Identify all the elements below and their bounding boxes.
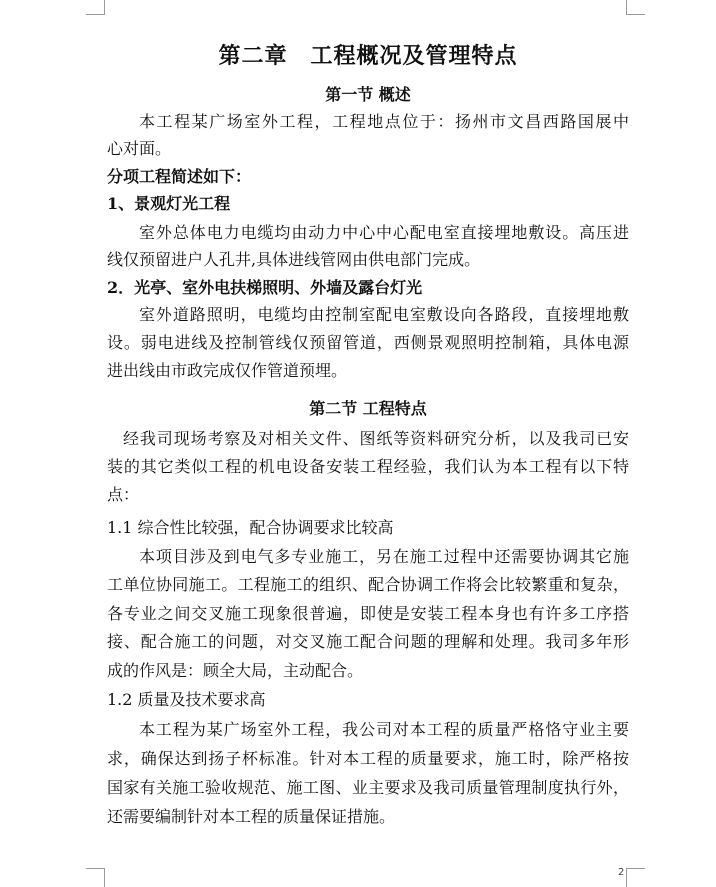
page-corner-mark-top-left: [86, 0, 105, 15]
section-title: 第一节 概述: [325, 85, 411, 104]
chapter-title: 第二章 工程概况及管理特点: [218, 43, 518, 69]
paragraph-line: 心对面。: [107, 139, 172, 158]
page-corner-mark-bottom-left: [86, 868, 105, 887]
paragraph-line: 成的作风是：顾全大局，主动配合。: [107, 661, 364, 680]
item-heading: 1、景观灯光工程: [107, 194, 231, 213]
page-number: 2: [618, 867, 625, 878]
item-heading: 2．光亭、室外电扶梯照明、外墙及露台灯光: [107, 278, 423, 297]
page-corner-mark-top-right: [626, 0, 645, 15]
section-title: 第二节 工程特点: [309, 399, 427, 418]
paragraph-line: 经我司现场考察及对相关文件、图纸等资料研究分析，以及我司已安: [123, 429, 629, 448]
paragraph-line: 室外道路照明，电缆均由控制室配电室敷设向各路段，直接埋地敷: [139, 305, 629, 324]
paragraph-line: 点：: [107, 485, 140, 504]
paragraph-line: 本项目涉及到电气多专业施工，另在施工过程中还需要协调其它施: [139, 547, 629, 566]
subheading: 分项工程简述如下：: [107, 167, 252, 186]
paragraph-line: 设。弱电进线及控制管线仅预留管道，西侧景观照明控制箱，具体电源: [107, 333, 629, 352]
paragraph-line: 工单位协同施工。工程施工的组织、配合协调工作将会比较繁重和复杂，: [107, 575, 629, 594]
paragraph-line: 本工程某广场室外工程，工程地点位于：扬州市文昌西路国展中: [139, 112, 629, 131]
paragraph-line: 本工程为某广场室外工程，我公司对本工程的质量严格恪守业主要: [139, 720, 629, 739]
paragraph-line: 还需要编制针对本工程的质量保证措施。: [107, 807, 396, 826]
point-heading: 1.2 质量及技术要求高: [107, 690, 266, 709]
paragraph-line: 接、配合施工的问题，对交叉施工配合问题的理解和处理。我司多年形: [107, 632, 629, 651]
paragraph-line: 国家有关施工验收规范、施工图、业主要求及我司质量管理制度执行外，: [107, 778, 629, 797]
paragraph-line: 装的其它类似工程的机电设备安装工程经验，我们认为本工程有以下特: [107, 457, 629, 476]
paragraph-line: 各专业之间交叉施工现象很普遍，即使是安装工程本身也有许多工序搭: [107, 604, 629, 623]
page-corner-mark-bottom-right: [626, 868, 645, 887]
paragraph-line: 进出线由市政完成仅作管道预埋。: [107, 361, 348, 380]
paragraph-line: 室外总体电力电缆均由动力中心中心配电室直接埋地敷设。高压进: [139, 223, 629, 242]
paragraph-line: 求，确保达到扬子杯标准。针对本工程的质量要求，施工时，除严格按: [107, 749, 629, 768]
paragraph-line: 线仅预留进户人孔井,具体进线管网由供电部门完成。: [107, 250, 481, 269]
point-heading: 1.1 综合性比较强，配合协调要求比较高: [107, 518, 394, 537]
